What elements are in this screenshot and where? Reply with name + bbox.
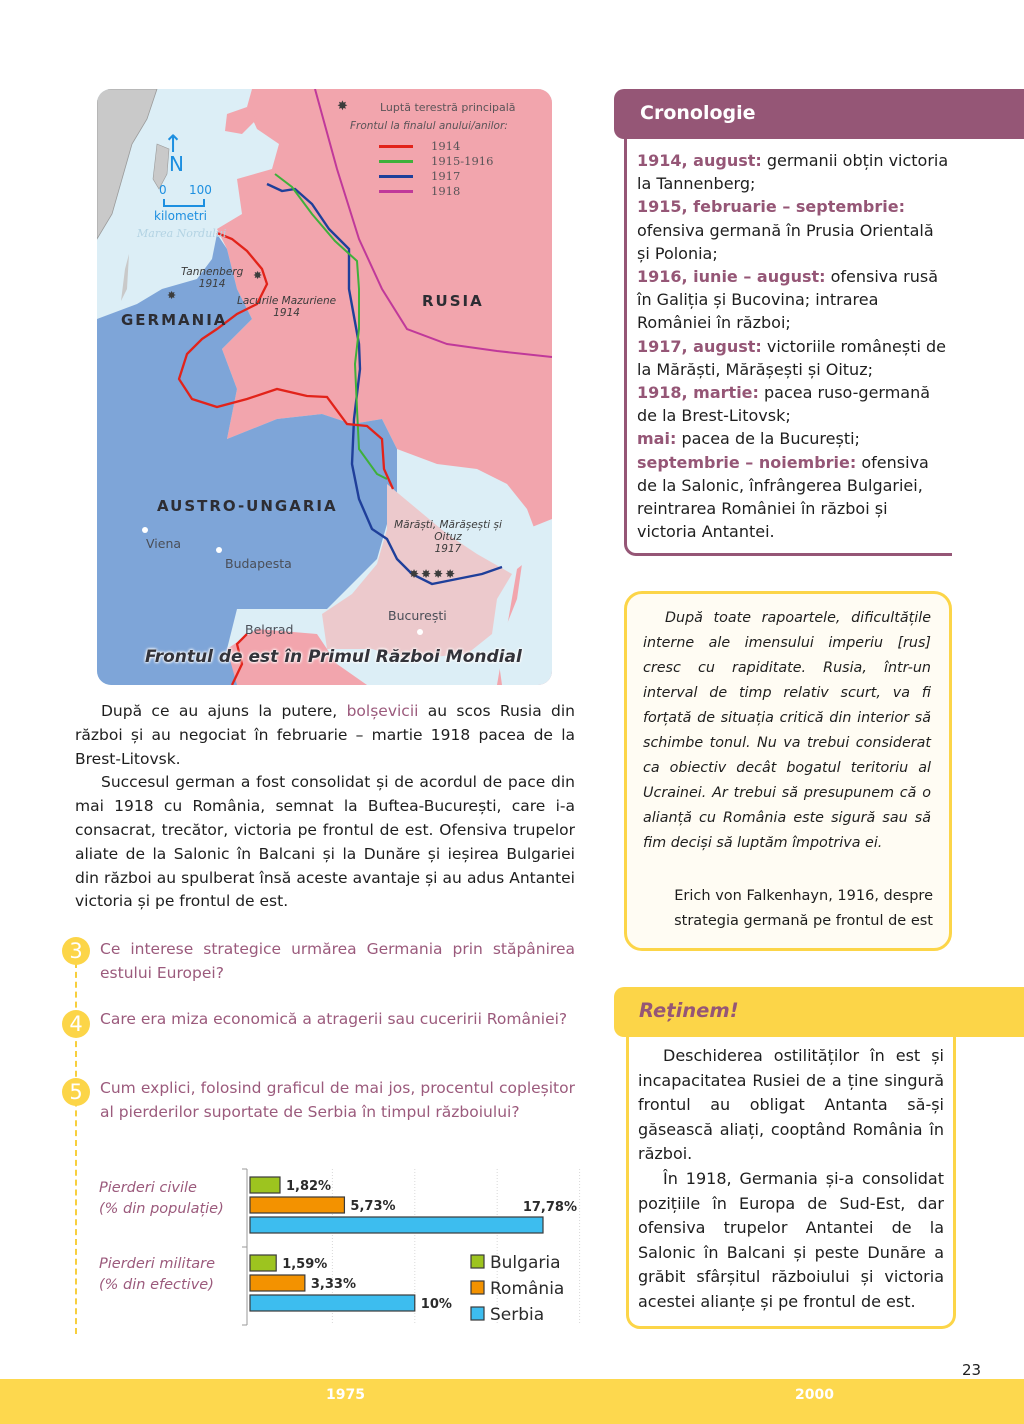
cronologie-event: ofensiva rusă în Galiția și Bucovina; intrarea României în război;	[637, 267, 939, 333]
legend-year: 1914	[431, 139, 461, 153]
question-number-badge: 4	[62, 1010, 90, 1038]
legend-label: Serbia	[490, 1305, 545, 1325]
paragraph-2	[75, 771, 575, 914]
bar-bulgaria-civile	[250, 1177, 280, 1193]
label-austro-ungaria: AUSTRO-UNGARIA	[157, 497, 338, 515]
text: au scos Rusia din război și au negociat în februarie – martie 1918 pacea de la Brest-Litovsk.	[75, 702, 575, 768]
category-line: (% din populație)	[99, 1201, 224, 1217]
city-belgrad: Belgrad	[245, 622, 294, 637]
city-dot	[417, 629, 423, 635]
legend-year: 1917	[431, 169, 461, 183]
question-number-badge: 5	[62, 1078, 90, 1106]
quote-source-line: strategia germană pe frontul de est	[674, 912, 933, 929]
battle-icon: ✸	[253, 269, 263, 282]
cronologie-entry	[637, 265, 949, 335]
city-viena: Viena	[146, 536, 182, 551]
scale-bar	[163, 199, 205, 207]
text: Succesul german a fost consolidat și de acordul de pace din mai 1918 cu România, semnat la Buftea-București, care i-a consacrat, trecător, victoria pe frontul de est. Ofensiva trupelor aliate de la Salonic în Balcani și la Dunăre și ieșirea Bulgariei din război au spulberat însă aceste avantaje și au adus Antantei victoria și pe frontul de est.	[75, 773, 575, 911]
legend-line-1914	[379, 145, 413, 148]
quote-box	[624, 591, 952, 951]
legend-swatch-bulgaria	[471, 1255, 484, 1268]
battle-name: Mărăști, Mărășești și Oituz	[394, 519, 502, 543]
cronologie-event: ofensiva germană în Prusia Orientală și Polonia;	[637, 220, 934, 263]
cronologie-entry	[637, 335, 949, 381]
label-rusia: RUSIA	[422, 292, 484, 310]
cronologie-date: 1914, august:	[637, 151, 762, 170]
bar-românia-civile	[250, 1197, 344, 1213]
bar-value-label: 17,78%	[522, 1200, 577, 1215]
timeline-footer	[0, 1379, 1024, 1424]
cronologie-box	[624, 139, 952, 556]
legend-label: România	[490, 1279, 565, 1299]
text: Deschiderea ostilităților în est și incapacitatea Rusiei de a ține singură frontul au obligat Antanta să-și găsească aliați, cooptând România în război.	[638, 1046, 944, 1164]
legend-line-1915-1916	[379, 160, 413, 163]
city-dot	[142, 527, 148, 533]
cronologie-event: pacea ruso-germană de la Brest-Litovsk;	[637, 383, 931, 426]
question-number-badge: 3	[62, 937, 90, 965]
bar-serbia-civile	[250, 1217, 543, 1233]
battle-name: Lacurile Mazuriene	[237, 295, 337, 307]
retinem-paragraph	[638, 1167, 944, 1315]
battle-icon: ✸	[167, 289, 177, 302]
losses-chart	[95, 1165, 590, 1335]
city-dot	[216, 547, 222, 553]
category-line: (% din efective)	[99, 1277, 214, 1293]
cronologie-event: victoriile românești de la Mărăști, Mărășești și Oituz;	[637, 336, 947, 379]
chart-plot	[95, 1165, 590, 1335]
cronologie-entry	[637, 195, 949, 265]
bar-value-label: 1,59%	[282, 1257, 328, 1272]
text: În 1918, Germania și-a consolidat pozițiile în Europa de Sud-Est, dar ofensiva trupelor Antantei de la Salonic în Balcani și peste Dunăre a grăbit sfârșitul războiului și victoria acestei alianțe și pe frontul de est.	[638, 1168, 944, 1311]
retinem-paragraph	[638, 1044, 944, 1167]
bar-value-label: 10%	[420, 1297, 452, 1312]
scale-max: 100	[189, 183, 212, 197]
text: După ce au ajuns la putere,	[101, 702, 347, 720]
quote-body: După toate rapoartele, dificultățile interne ale imensului imperiu [rus] cresc cu rapiditate. Rusia, într-un interval de timp relativ scurt, va fi forțată de situația critică din interior să schimbe tonul. Nu va trebui considerat ca obiectiv decât bogatul teritoriu al Ucrainei. Ar trebui să presupunem că o alianță cu România este sigură sau să fim deciși să luptăm împotriva ei.	[643, 610, 931, 851]
scale-unit: kilometri	[154, 209, 208, 223]
eastern-front-map	[97, 89, 552, 685]
cronologie-list	[637, 149, 949, 543]
cronologie-date: 1916, iunie – august:	[637, 267, 826, 287]
map-graphic	[97, 89, 552, 685]
battle-masurian-lakes	[237, 295, 336, 319]
cronologie-event: pacea de la București;	[676, 429, 860, 449]
north-arrow-icon: ↑	[163, 130, 184, 158]
retinem-box	[626, 1037, 956, 1329]
bar-value-label: 1,82%	[285, 1179, 332, 1194]
battle-marasti	[393, 519, 503, 555]
city-budapesta: Budapesta	[225, 556, 292, 571]
page-number: 23	[962, 1361, 982, 1379]
city-bucuresti: București	[388, 608, 447, 623]
battle-year: 1914	[198, 278, 226, 290]
battle-tannenberg	[181, 266, 243, 290]
cronologie-date: 1918, martie:	[637, 383, 759, 403]
cronologie-date: 1915, februarie – septembrie:	[637, 197, 905, 217]
retinem-text	[638, 1044, 944, 1315]
cronologie-event: ofensiva de la Salonic, înfrângerea Bulgariei, reintrarea României în război și victoria Antantei.	[637, 452, 929, 542]
question-text: Care era miza economică a atragerii sau cuceririi României?	[100, 1010, 568, 1028]
legend-battle-label: Luptă terestră principală	[380, 101, 516, 114]
cronologie-date: septembrie – noiembrie:	[637, 452, 857, 472]
battle-year: 1917	[434, 543, 462, 555]
battle-icon: ✸	[337, 99, 348, 114]
cronologie-header	[614, 89, 1024, 139]
retinem-title: Reținem!	[639, 999, 739, 1022]
timeline-year: 2000	[795, 1387, 834, 1403]
scale-min: 0	[159, 183, 167, 197]
legend-front-label: Frontul la finalul anului/anilor:	[350, 120, 508, 132]
legend-swatch-românia	[471, 1281, 484, 1294]
retinem-header	[614, 987, 1024, 1037]
body-text	[75, 700, 575, 914]
cronologie-event: germanii obțin victoria la Tannenberg;	[637, 151, 949, 194]
battle-icons: ✸✸✸✸	[409, 567, 458, 581]
quote-source-line: Erich von Falkenhayn, 1916, despre	[674, 888, 933, 904]
category-line: Pierderi civile	[99, 1180, 197, 1196]
paragraph-1	[75, 700, 575, 771]
cronologie-entry	[637, 149, 949, 195]
bar-bulgaria-militare	[250, 1255, 276, 1271]
cronologie-title: Cronologie	[640, 102, 756, 124]
cronologie-date: mai:	[637, 429, 677, 449]
question-text: Ce interese strategice urmărea Germania prin stăpânirea estului Europei?	[100, 940, 575, 982]
bar-value-label: 3,33%	[310, 1277, 356, 1292]
legend-swatch-serbia	[471, 1307, 484, 1320]
legend-label: Bulgaria	[490, 1253, 561, 1273]
question-text: Cum explici, folosind graficul de mai jos, procentul copleșitor al pierderilor suportate de Serbia în timpul războiului?	[100, 1079, 575, 1121]
cronologie-date: 1917, august:	[637, 336, 762, 356]
bar-românia-militare	[250, 1275, 305, 1291]
bar-value-label: 5,73%	[350, 1199, 396, 1214]
cronologie-entry	[637, 451, 949, 544]
battle-name: Tannenberg	[181, 266, 244, 278]
legend-year: 1918	[431, 184, 461, 198]
legend-year: 1915-1916	[431, 154, 494, 168]
sea-label: Marea Nordului	[137, 227, 227, 240]
glossary-term-bolsevicii[interactable]: bolșevicii	[346, 702, 419, 720]
legend-line-1918	[379, 190, 413, 193]
cronologie-entry	[637, 427, 949, 450]
map-title: Frontul de est în Primul Război Mondial	[145, 647, 522, 667]
cronologie-entry	[637, 381, 949, 427]
legend-line-1917	[379, 175, 413, 178]
compass-north: N	[169, 152, 184, 176]
category-line: Pierderi militare	[99, 1256, 216, 1272]
label-germania: GERMANIA	[121, 311, 228, 329]
quote-source	[643, 884, 933, 933]
battle-year: 1914	[273, 307, 300, 319]
quote-text	[643, 606, 931, 856]
bar-serbia-militare	[250, 1295, 415, 1311]
timeline-year: 1975	[326, 1387, 365, 1403]
